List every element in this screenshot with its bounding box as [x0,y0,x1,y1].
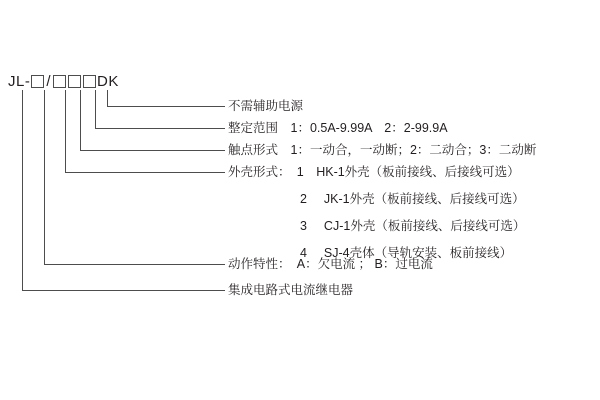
leader-hline-5 [44,264,225,265]
annotation-contact-form: 触点形式 1：一动合，一动断；2：二动合；3：二动断 [228,143,537,157]
model-code-suffix: DK [97,73,119,90]
shell-option-2 [300,192,525,207]
model-code-box-3 [68,75,81,88]
model-code-box-4 [83,75,96,88]
model-code-box-1 [31,75,44,88]
shell-option-3-text: CJ-1外壳（板前接线、后接线可选） [323,219,526,233]
leader-hline-1 [107,106,225,107]
annotation-product-name: 集成电路式电流继电器 [228,283,354,297]
shell-option-3 [300,219,525,234]
model-code-prefix: JL- [8,73,31,90]
leader-hline-4 [65,172,225,173]
annotation-shell-form: 外壳形式： 1 HK-1外壳（板前接线、后接线可选） [228,165,520,179]
leader-vline-2 [95,90,96,128]
leader-vline-6 [22,90,23,290]
annotation-no-aux-power: 不需辅助电源 [228,99,304,113]
model-code-box-2 [53,75,66,88]
annotation-setting-range: 整定范围 1：0.5A-9.99A 2：2-99.9A [228,121,448,135]
leader-hline-3 [80,150,225,151]
leader-vline-1 [107,90,108,106]
shell-option-3-index: 3 [300,219,307,233]
model-code-separator: / [46,73,52,90]
leader-vline-3 [80,90,81,150]
leader-hline-6 [22,290,225,291]
shell-option-4-text: SJ-4壳体（导轨安装、板前接线） [323,246,513,260]
shell-option-2-text: JK-1外壳（板前接线、后接线可选） [323,192,525,206]
shell-option-4-index: 4 [300,246,307,260]
leader-hline-2 [95,128,225,129]
model-code [8,73,119,90]
annotation-action-characteristic: 动作特性： A：欠电流 ； B：过电流 [228,257,433,271]
leader-vline-5 [44,90,45,264]
leader-vline-4 [65,90,66,172]
shell-option-2-index: 2 [300,192,307,206]
